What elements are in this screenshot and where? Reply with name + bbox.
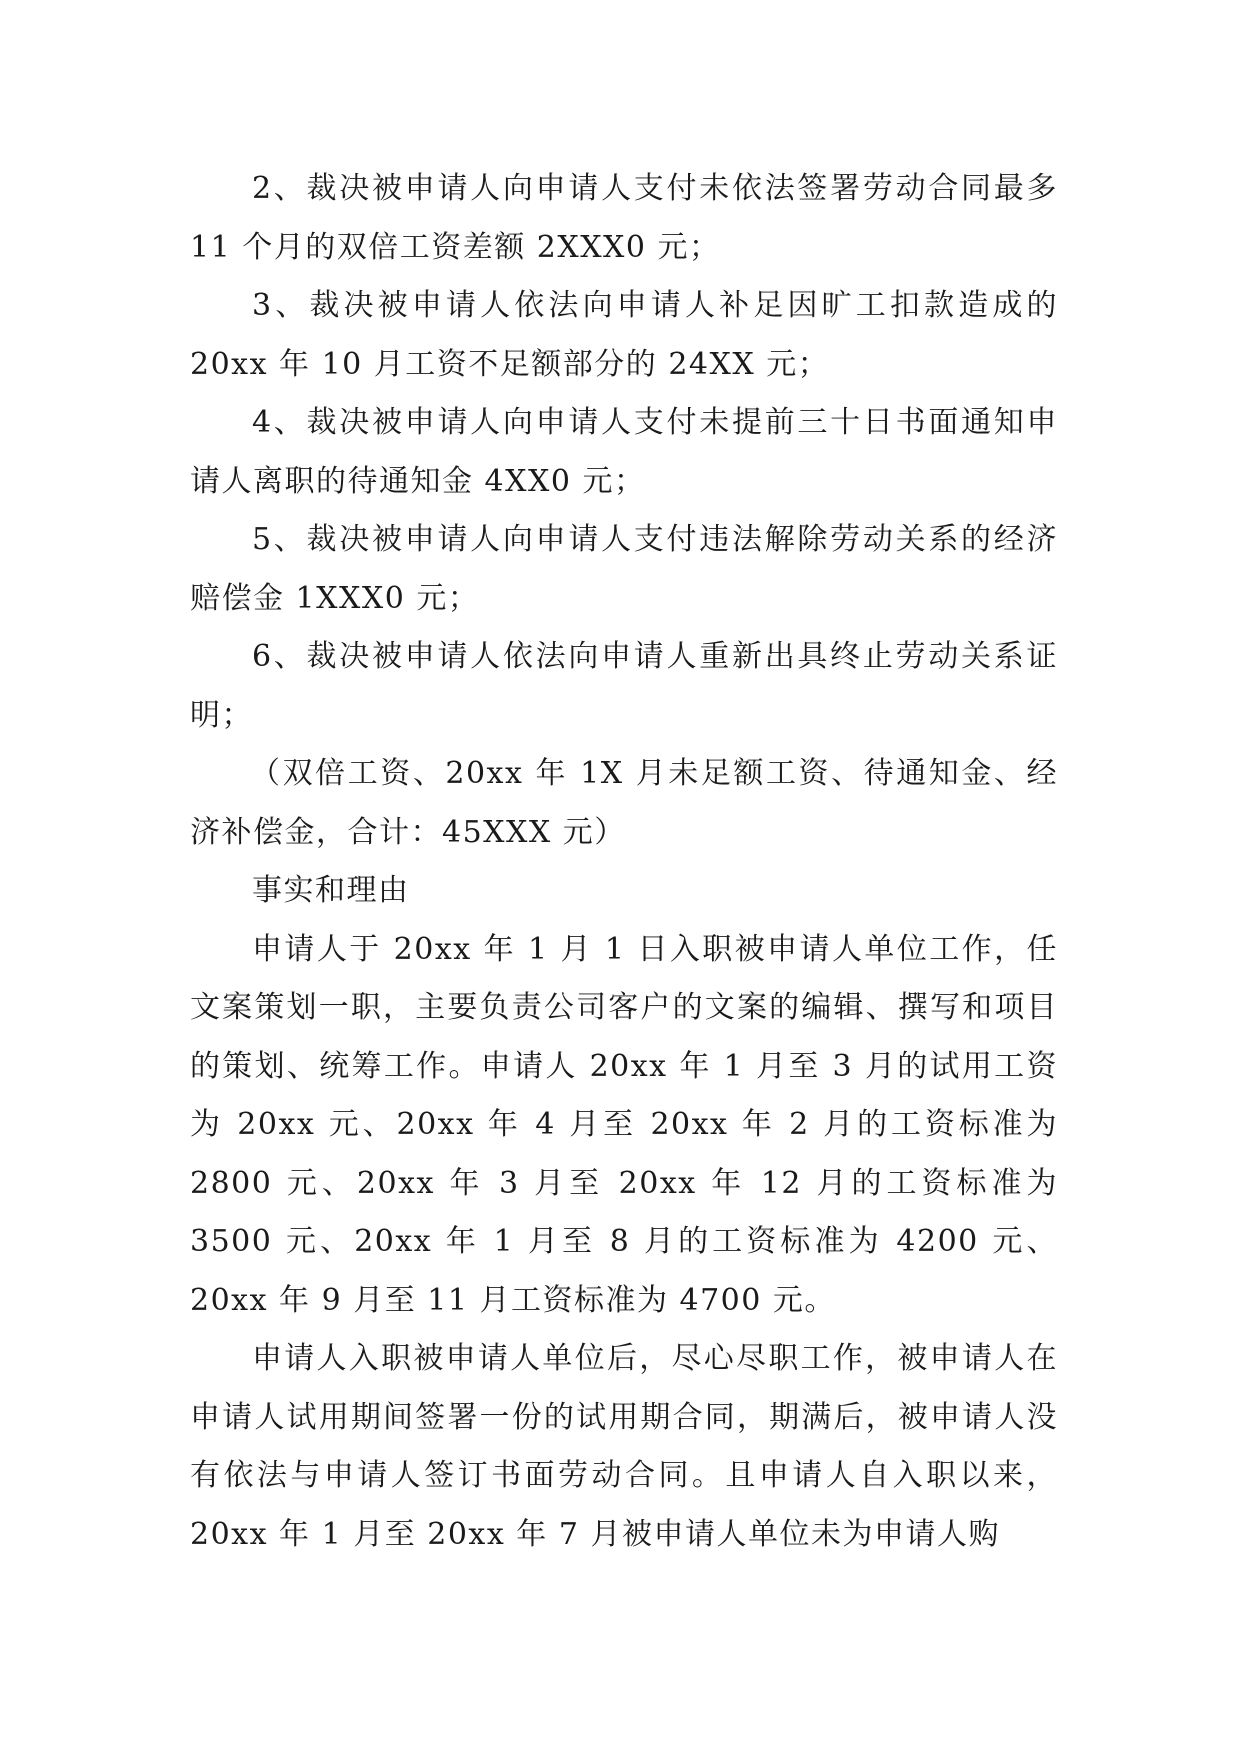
claim-item-3: 3、裁决被申请人依法向申请人补足因旷工扣款造成的 20xx 年 10 月工资不足额部分的 24XX 元； <box>190 288 1058 382</box>
claim-item-6: 6、裁决被申请人依法向申请人重新出具终止劳动关系证明； <box>190 639 1058 733</box>
facts-paragraph-employment: 申请人于 20xx 年 1 月 1 日入职被申请人单位工作，任文案策划一职，主要负责公司客户的文案的编辑、撰写和项目的策划、统筹工作。申请人 20xx 年 1 月至 3 月的试用工资为 20xx 元、20xx 年 4 月至 20xx 年 2 月的工资标准为 2800 元、20xx 年 3 月至 20xx 年 12 月的工资标准为 3500 元、20xx 年 1 月至 8 月的工资标准为 4200 元、20xx 年 9 月至 11 月工资标准为 4700 元。 <box>190 931 1058 1318</box>
section-heading-facts-and-reasons: 事实和理由 <box>252 873 410 908</box>
claim-total-note: （双倍工资、20xx 年 1X 月未足额工资、待通知金、经济补偿金，合计：45XXX 元） <box>190 756 1058 850</box>
facts-paragraph-contract: 申请人入职被申请人单位后，尽心尽职工作，被申请人在申请人试用期间签署一份的试用期合同，期满后，被申请人没有依法与申请人签订书面劳动合同。且申请人自入职以来，20xx 年 1 月至 20xx 年 7 月被申请人单位未为申请人购 <box>190 1341 1058 1552</box>
claim-item-5: 5、裁决被申请人向申请人支付违法解除劳动关系的经济赔偿金 1XXX0 元； <box>190 522 1058 616</box>
claim-item-2: 2、裁决被申请人向申请人支付未依法签署劳动合同最多 11 个月的双倍工资差额 2XXX0 元； <box>190 171 1058 265</box>
document-body <box>190 160 1058 1564</box>
claim-item-4: 4、裁决被申请人向申请人支付未提前三十日书面通知申请人离职的待通知金 4XX0 元； <box>190 405 1058 499</box>
